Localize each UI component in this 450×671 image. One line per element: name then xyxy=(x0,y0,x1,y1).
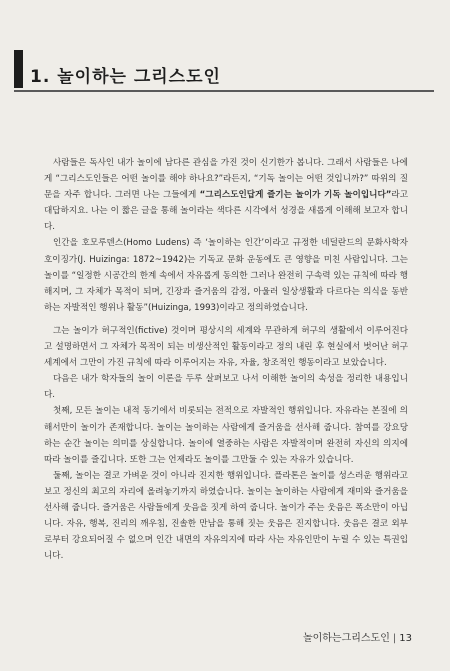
paragraph xyxy=(44,371,408,403)
paragraph-text: 첫째, 모든 놀이는 내적 동기에서 비롯되는 전적으로 자발적인 행위입니다. 자유라는 본질에 의해서만이 놀이가 존재합니다. 놀이는 놀이하는 사람에게 즐거움을 선사해 줍니다. 참여를 강요당하는 순간 놀이는 의미를 상실합니다. 놀이에 열중하는 사람은 자발적이며 완전히 자신의 의지에 따라 놀이를 즐깁니다. 또한 그는 언제라도 놀이를 그만둘 수 있는 자유가 있습니다. xyxy=(44,406,408,465)
paragraph-text: 인간을 호모루덴스(Homo Ludens) 즉 ‘놀이하는 인간’이라고 규정한 네덜란드의 문화사학자 호이징가(J. Huizinga: 1872~1942)는 기독교 문화 운동에도 큰 영향을 미친 사람입니다. 그는 놀이를 “일정한 시공간의 한계 속에서 자유롭게 동의한 그러나 완전히 구속력 있는 규칙에 따라 행해지며, 그 자체가 목적이 되며, 긴장과 즐거움의 감정, 아울러 일상생활과 다르다는 의식을 동반하는 자발적인 행위나 활동”(Huizinga, 1993)이라고 정의하였습니다. xyxy=(44,238,408,313)
section-title-text: 놀이하는 그리스도인 xyxy=(57,67,221,87)
body-text xyxy=(44,155,408,564)
footer-separator: | xyxy=(392,633,397,644)
paragraph-text: 둘째, 놀이는 결코 가벼운 것이 아니라 진지한 행위입니다. 플라톤은 놀이를 성스러운 행위라고 보고 정신의 최고의 자리에 올려놓기까지 하였습니다. 놀이는 놀이하는 사람에게 재미와 즐거움을 선사해 줍니다. 즐거움은 사람들에게 웃음을 짓게 하여 줍니다. 놀이가 주는 웃음은 폭소만이 아닙니다. 자유, 행복, 진리의 깨우침, 진솔한 만남을 통해 짓는 웃음은 진지합니다. 웃음은 결코 외부로부터 강요되어질 수 없으며 인간 내면의 자유의지에 따라 사는 자유인만이 누릴 수 있는 특권입니다. xyxy=(44,470,408,562)
page-number: 13 xyxy=(399,633,412,644)
page-footer xyxy=(303,629,412,644)
paragraph xyxy=(44,323,408,371)
paragraph xyxy=(44,403,408,467)
heading-divider xyxy=(14,90,434,92)
section-number: 1. xyxy=(30,67,51,87)
paragraph-text: 그는 놀이가 허구적인(fictive) 것이며 평상시의 세계와 무관하게 허구의 생활에서 이루어진다고 설명하면서 그 자체가 목적이 되는 비생산적인 활동이라고 정의 내린 후 현실에서 벗어난 허구세계에서 그만이 가진 규칙에 따라 이루어지는 자유, 자율, 창조적인 행동이라고 보았습니다. xyxy=(44,325,408,369)
emphasis-text: “그리스도인답게 즐기는 놀이가 기독 놀이입니다” xyxy=(199,190,392,201)
paragraph xyxy=(44,155,408,235)
paragraph-text: 사람들은 독사인 내가 놀이에 남다른 관심을 가진 것이 신기한가 봅니다. 그래서 사람들은 나에게 “그리스도인들은 어떤 놀이를 해야 하나요?”라든지, “기독 놀이는 어떤 것입니까?” 따위의 질문을 자주 합니다. 그러면 나는 그들에게 xyxy=(44,158,408,201)
paragraph xyxy=(44,468,408,565)
section-heading xyxy=(14,50,221,88)
paragraph xyxy=(44,235,408,315)
paragraph-text: 라고 대답하지요. 나는 이 짧은 글을 통해 놀이라는 색다른 시각에서 성경을 새롭게 이해해 보고자 합니다. xyxy=(44,190,409,233)
running-title: 놀이하는그리스도인 xyxy=(302,633,390,644)
paragraph-text: 다음은 내가 학자들의 놀이 이론을 두루 살펴보고 나서 이해한 놀이의 속성을 정리한 내용입니다. xyxy=(44,374,408,401)
heading-bar xyxy=(14,50,23,88)
section-title xyxy=(30,62,221,88)
